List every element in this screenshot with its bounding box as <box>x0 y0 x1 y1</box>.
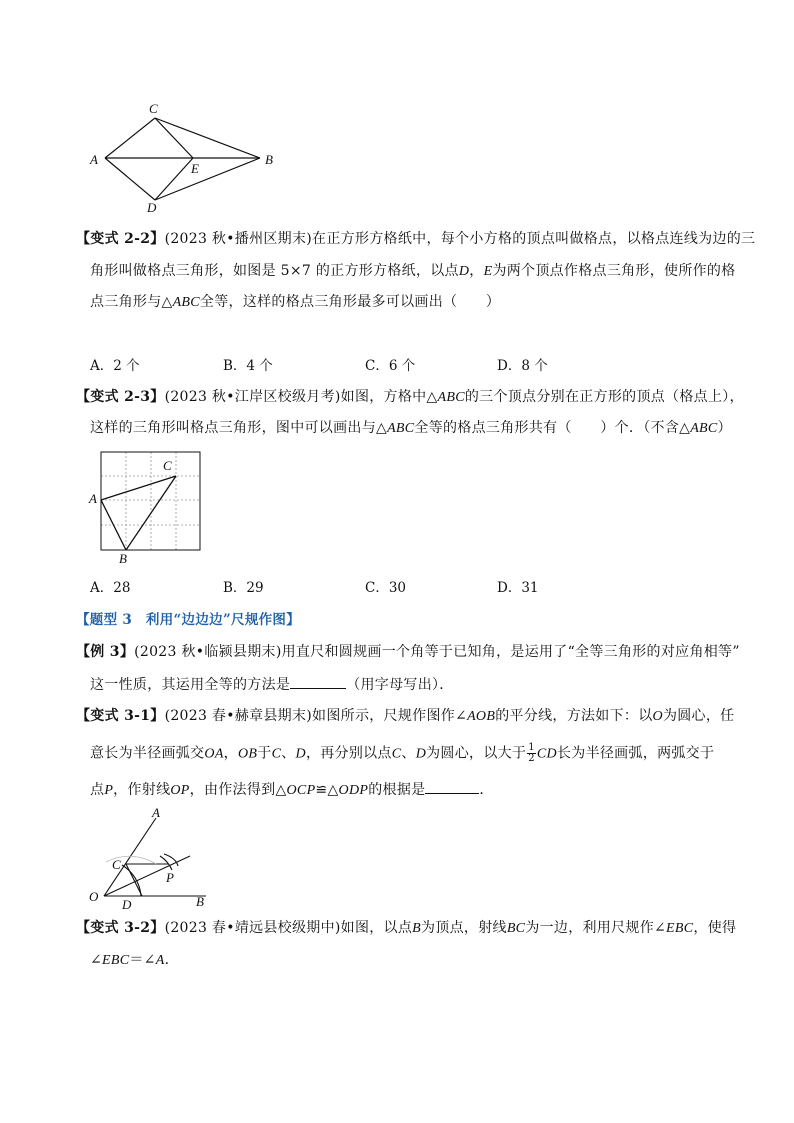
section-heading-3: 【题型 3 利用“边边边”尺规作图】 <box>76 612 301 628</box>
q22-option-c: C．6 个 <box>365 358 416 374</box>
answer-blank-2 <box>425 779 479 794</box>
q22-option-a: A．2 个 <box>90 358 140 374</box>
q32-line1: 【变式 3-2】(2023 春•靖远县校级期中)如图，以点B为顶点，射线BC为一边，利用尺规作∠EBC，使得 <box>76 920 737 936</box>
q32-line2: ∠EBC＝∠A． <box>90 952 179 968</box>
q23-option-c: C．30 <box>365 580 407 596</box>
q22-line2: 角形叫做格点三角形，如图是 5×7 的正方形方格纸，以点D，E为两个顶点作格点三角形，使所作的格 <box>90 263 736 279</box>
q22-source: (2023 秋•播州区期末) <box>164 231 313 247</box>
ex3-line2: 这一性质，其运用全等的方法是 （用字母写出）． <box>90 674 454 695</box>
q31-line3: 点P，作射线OP，由作法得到△OCP≌△ODP的根据是 ． <box>90 779 494 801</box>
grid-label-a: A <box>89 491 97 506</box>
bis-label-o: O <box>89 889 99 904</box>
grid-figure <box>86 448 206 568</box>
q23-line1: 【变式 2-3】(2023 秋•江岸区校级月考)如图，方格中△ABC的三个顶点分别在正方形的顶点（格点上）， <box>76 389 744 405</box>
fraction-half: $\frac{1}{2}$ <box>528 742 535 764</box>
label-d: D <box>147 200 157 215</box>
ex3-line1: 【例 3】(2023 秋•临颍县期末)用直尺和圆规画一个角等于已知角，是运用了“全等三角形的对应角相等” <box>76 644 740 660</box>
q31-line2: 意长为半径画弧交OA，OB于C、D，再分别以点C、D为圆心，以大于 $\frac{1}{2}$ CD长为半径画弧，两弧交于 <box>90 742 715 764</box>
q23-option-a: A．28 <box>90 580 131 596</box>
q22-tag: 【变式 2-2】 <box>76 231 165 247</box>
answer-blank <box>290 674 346 689</box>
q23-option-b: B．29 <box>223 580 264 596</box>
q22-line3: 点三角形与△ABC全等，这样的格点三角形最多可以画出（ ） <box>90 294 501 310</box>
bisector-figure <box>86 806 216 910</box>
bis-label-p: P <box>166 870 174 885</box>
label-b: B <box>265 152 273 167</box>
kite-figure <box>85 98 285 216</box>
q23-option-d: D．31 <box>497 580 539 596</box>
q22-option-d: D．8 个 <box>497 358 548 374</box>
bis-label-d: D <box>122 897 132 910</box>
label-c: C <box>149 101 158 116</box>
bis-label-c: C <box>112 857 121 872</box>
grid-label-b: B <box>119 551 127 566</box>
bis-label-b: B <box>196 894 204 909</box>
grid-label-c: C <box>163 458 172 473</box>
q22-line1: 【变式 2-2】(2023 秋•播州区期末)在正方形方格纸中，每个小方格的顶点叫做格点，以格点连线为边的三 <box>76 231 756 247</box>
q23-line2: 这样的三角形叫格点三角形，图中可以画出与△ABC全等的格点三角形共有（ ）个．（不含△ABC） <box>90 420 732 436</box>
label-a: A <box>90 152 98 167</box>
q31-line1: 【变式 3-1】(2023 春•赫章县期末)如图所示，尺规作图作∠AOB的平分线，方法如下：以O为圆心，任 <box>76 708 735 724</box>
bis-label-a: A <box>152 806 160 820</box>
label-e: E <box>191 161 199 176</box>
q22-option-b: B．4 个 <box>223 358 273 374</box>
